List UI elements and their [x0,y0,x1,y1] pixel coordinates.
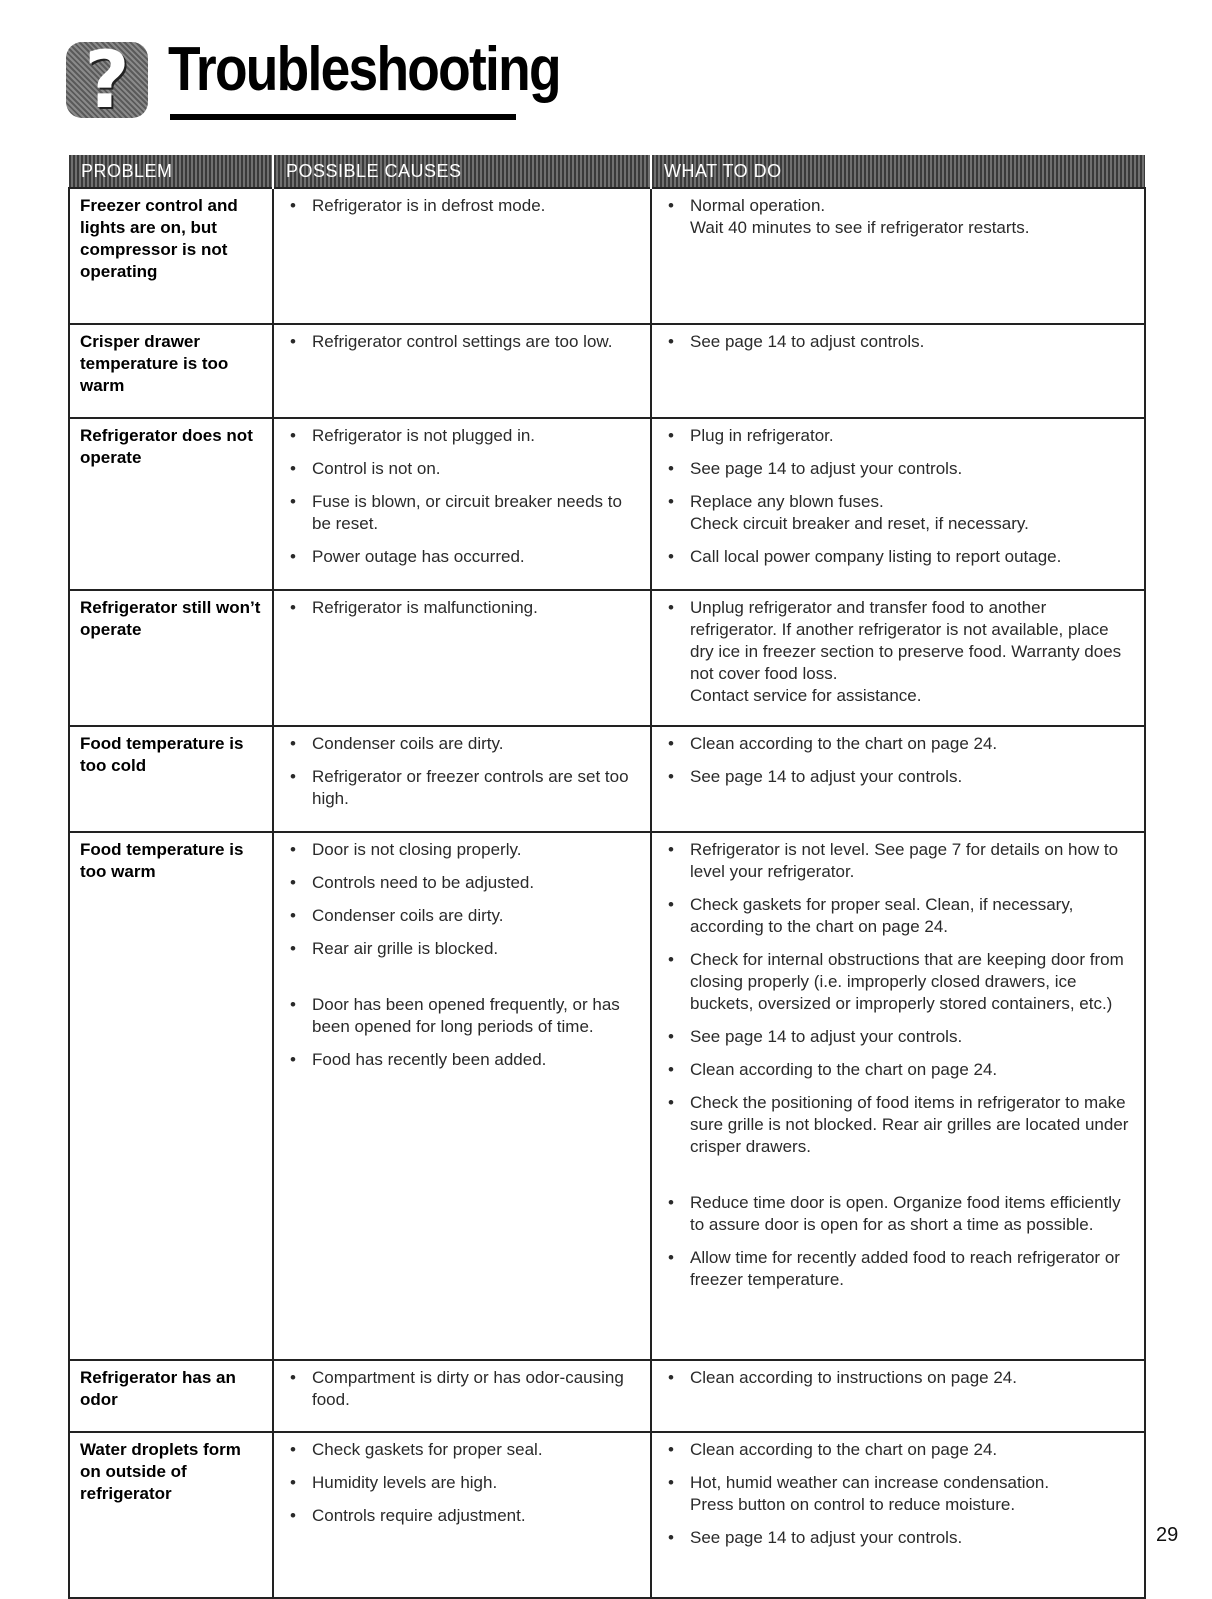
actions-list [662,195,1136,239]
causes-cell [273,1360,651,1432]
cause-item: • Control is not on. [284,458,642,480]
action-item: • See page 14 to adjust your controls. [662,458,1136,480]
action-item: • Clean according to instructions on page 24. [662,1367,1136,1389]
cause-item: • Refrigerator or freezer controls are set too high. [284,766,642,810]
problem-cell: Refrigerator still won’t operate [69,590,273,726]
table-row [69,418,1145,590]
causes-cell [273,188,651,324]
header-problem: PROBLEM [69,155,273,188]
problem-cell: Crisper drawer temperature is too warm [69,324,273,418]
action-item: • See page 14 to adjust controls. [662,331,1136,353]
problem-cell: Food temperature is too warm [69,832,273,1360]
causes-list [284,331,642,353]
troubleshooting-table [68,155,1146,1599]
cause-item: • Refrigerator is in defrost mode. [284,195,642,217]
problem-cell: Freezer control and lights are on, but compressor is not operating [69,188,273,324]
cause-item: • Controls need to be adjusted. [284,872,642,894]
cause-item: • Refrigerator is not plugged in. [284,425,642,447]
action-item: • Normal operation. Wait 40 minutes to see if refrigerator restarts. [662,195,1136,239]
cause-item: • Refrigerator control settings are too low. [284,331,642,353]
cause-item: • Refrigerator is malfunctioning. [284,597,642,619]
action-item: • See page 14 to adjust your controls. [662,1527,1136,1549]
actions-list [662,1367,1136,1389]
causes-cell [273,418,651,590]
action-item: • Check the positioning of food items in refrigerator to make sure grille is not blocked. Rear air grilles are located under crisper drawers. [662,1092,1136,1158]
page-number: 29 [1156,1524,1179,1546]
table-row [69,1432,1145,1598]
action-item: • Clean according to the chart on page 24. [662,733,1136,755]
actions-list [662,839,1136,1291]
action-item: • Clean according to the chart on page 24. [662,1059,1136,1081]
causes-cell [273,324,651,418]
actions-list [662,425,1136,568]
action-item: • Unplug refrigerator and transfer food to another refrigerator. If another refrigerator is not available, place dry ice in freezer section to preserve food. Warranty does not cover food loss. Contact service for assistance. [662,597,1136,707]
actions-cell [651,590,1145,726]
page-header [66,35,560,126]
cause-item: • Power outage has occurred. [284,546,642,568]
actions-cell [651,1432,1145,1598]
question-mark-icon: ? [66,42,148,118]
cause-item: • Condenser coils are dirty. [284,733,642,755]
table-row [69,590,1145,726]
action-item: • Call local power company listing to report outage. [662,546,1136,568]
action-item: • See page 14 to adjust your controls. [662,766,1136,788]
causes-list [284,195,642,217]
causes-list [284,1367,642,1411]
causes-list [284,1439,642,1527]
cause-item: • Door has been opened frequently, or has been opened for long periods of time. [284,994,642,1038]
page-title: Troubleshooting [168,35,560,104]
actions-cell [651,1360,1145,1432]
action-item: • Replace any blown fuses. Check circuit breaker and reset, if necessary. [662,491,1136,535]
actions-cell [651,726,1145,832]
cause-item: • Compartment is dirty or has odor-causing food. [284,1367,642,1411]
action-item: • Check for internal obstructions that are keeping door from closing properly (i.e. improperly closed drawers, ice buckets, oversized or improperly stored containers, etc.) [662,949,1136,1015]
actions-list [662,597,1136,707]
table-row [69,1360,1145,1432]
table-row [69,188,1145,324]
causes-list [284,733,642,810]
cause-item: • Fuse is blown, or circuit breaker needs to be reset. [284,491,642,535]
action-item: • Check gaskets for proper seal. Clean, if necessary, according to the chart on page 24. [662,894,1136,938]
cause-item: • Rear air grille is blocked. [284,938,642,960]
causes-list [284,839,642,1071]
cause-item: • Humidity levels are high. [284,1472,642,1494]
causes-cell [273,726,651,832]
causes-cell [273,590,651,726]
header-what-to-do: WHAT TO DO [651,155,1145,188]
action-item: • Refrigerator is not level. See page 7 for details on how to level your refrigerator. [662,839,1136,883]
header-possible-causes: POSSIBLE CAUSES [273,155,651,188]
problem-cell: Refrigerator does not operate [69,418,273,590]
problem-cell: Refrigerator has an odor [69,1360,273,1432]
causes-cell [273,832,651,1360]
actions-cell [651,324,1145,418]
actions-list [662,733,1136,788]
action-item: • Reduce time door is open. Organize food items efficiently to assure door is open for as short a time as possible. [662,1192,1136,1236]
actions-cell [651,188,1145,324]
causes-list [284,425,642,568]
actions-cell [651,418,1145,590]
table-row [69,324,1145,418]
cause-item: • Controls require adjustment. [284,1505,642,1527]
action-item: • Clean according to the chart on page 24. [662,1439,1136,1461]
cause-item: • Food has recently been added. [284,1049,642,1071]
causes-cell [273,1432,651,1598]
table-header-row [69,155,1145,188]
table-row [69,832,1145,1360]
title-underline [170,114,516,120]
cause-item: • Door is not closing properly. [284,839,642,861]
problem-cell: Water droplets form on outside of refrigerator [69,1432,273,1598]
causes-list [284,597,642,619]
problem-cell: Food temperature is too cold [69,726,273,832]
action-item: • Hot, humid weather can increase condensation. Press button on control to reduce moisture. [662,1472,1136,1516]
actions-cell [651,832,1145,1360]
actions-list [662,1439,1136,1549]
cause-item: • Check gaskets for proper seal. [284,1439,642,1461]
table-row [69,726,1145,832]
actions-list [662,331,1136,353]
action-item: • Plug in refrigerator. [662,425,1136,447]
cause-item: • Condenser coils are dirty. [284,905,642,927]
action-item: • See page 14 to adjust your controls. [662,1026,1136,1048]
action-item: • Allow time for recently added food to reach refrigerator or freezer temperature. [662,1247,1136,1291]
